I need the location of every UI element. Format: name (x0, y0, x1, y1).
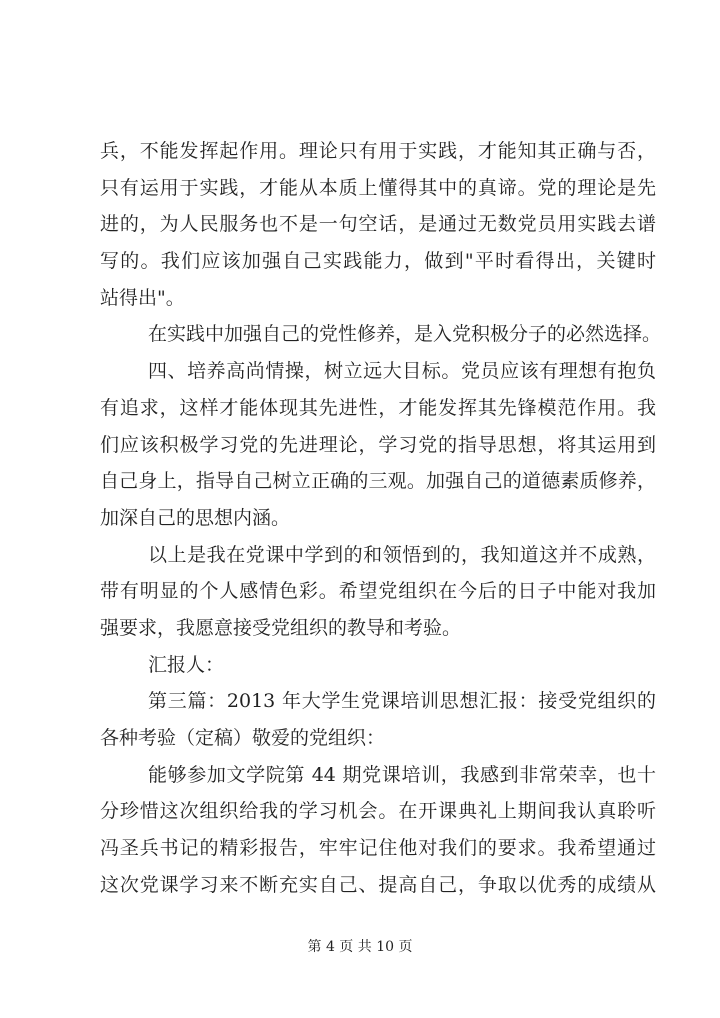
text-line: 第三篇：2013 年大学生党课培训思想汇报：接受党组织的 (148, 690, 656, 713)
text-line: 冯圣兵书记的精彩报告，牢牢记住他对我们的要求。我希望通过 (100, 837, 656, 860)
text-line: 带有明显的个人感情色彩。希望党组织在今后的日子中能对我加 (100, 580, 656, 603)
text-line: 分珍惜这次组织给我的学习机会。在开课典礼上期间我认真聆听 (100, 800, 656, 823)
text-line: 只有运用于实践，才能从本质上懂得其中的真谛。党的理论是先 (100, 176, 656, 199)
text-line: 以上是我在党课中学到的和领悟到的，我知道这并不成熟， (148, 543, 656, 566)
text-line: 这次党课学习来不断充实自己、提高自己，争取以优秀的成绩从 (100, 873, 656, 896)
text-line: 加深自己的思想内涵。 (100, 506, 291, 529)
text-line: 四、培养高尚情操，树立远大目标。党员应该有理想有抱负 (148, 360, 656, 383)
text-line: 有追求，这样才能体现其先进性，才能发挥其先锋模范作用。我 (100, 396, 656, 419)
text-line: 站得出"。 (100, 286, 185, 309)
document-body (100, 133, 662, 903)
page-footer: 第 4 页 共 10 页 (307, 939, 413, 955)
text-line: 能够参加文学院第 44 期党课培训，我感到非常荣幸，也十 (148, 763, 656, 786)
text-line: 写的。我们应该加强自己实践能力，做到"平时看得出，关键时 (100, 250, 656, 273)
text-line: 自己身上，指导自己树立正确的三观。加强自己的道德素质修养， (100, 470, 656, 493)
text-line: 在实践中加强自己的党性修养，是入党积极分子的必然选择。 (148, 323, 662, 346)
text-line: 兵，不能发挥起作用。理论只有用于实践，才能知其正确与否， (100, 140, 656, 162)
text-line: 进的，为人民服务也不是一句空话，是通过无数党员用实践去谱 (100, 213, 656, 236)
text-line: 各种考验（定稿）敬爱的党组织： (100, 727, 386, 749)
text-line: 们应该积极学习党的先进理论，学习党的指导思想，将其运用到 (100, 433, 656, 456)
text-line: 汇报人： (148, 653, 225, 676)
text-line: 强要求，我愿意接受党组织的教导和考验。 (100, 616, 462, 639)
